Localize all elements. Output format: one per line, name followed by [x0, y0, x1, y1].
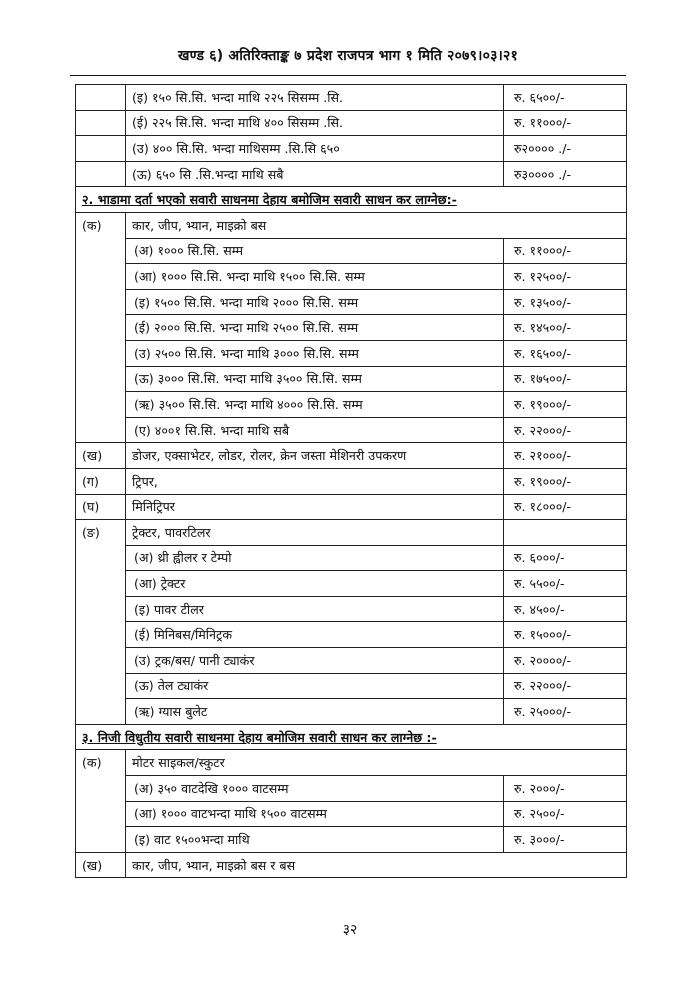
- row-amount: रु. १६५००/-: [504, 340, 627, 366]
- table-row: [76, 776, 627, 802]
- marker-kha: (ख): [76, 443, 126, 469]
- table-row: [76, 520, 627, 546]
- row-label: (ऋ) ग्यास बुलेट: [126, 699, 504, 725]
- row-label: डोजर, एक्साभेटर, लोडर, रोलर, क्रेन जस्ता मेशिनरी उपकरण: [126, 443, 504, 469]
- empty-amount: [504, 520, 627, 546]
- row-amount: रु. ११०००/-: [504, 238, 627, 264]
- page-number: ३२: [342, 922, 358, 938]
- row-amount: रु. ६५००/-: [504, 85, 627, 111]
- row-amount: रु. ५५००/-: [504, 571, 627, 597]
- row-amount: रु. २२०००/-: [504, 673, 627, 699]
- table-row: [76, 289, 627, 315]
- row-label: मिनिट्रिपर: [126, 494, 504, 520]
- row-label: (ई) मिनिबस/मिनिट्रक: [126, 622, 504, 648]
- table-row: [76, 238, 627, 264]
- table-row: [76, 366, 627, 392]
- marker-ka-3: (क): [76, 750, 126, 852]
- table-row: [76, 622, 627, 648]
- row-amount: रु. २५००/-: [504, 801, 627, 827]
- row-label: (अ) थ्री ह्वीलर र टेम्पो: [126, 545, 504, 571]
- marker-cell: [76, 85, 126, 111]
- row-amount: रु. २२०००/-: [504, 417, 627, 443]
- row-amount: रु. १९०००/-: [504, 468, 627, 494]
- table-row: [76, 392, 627, 418]
- marker-ka: (क): [76, 212, 126, 442]
- row-amount: रु. ३०००/-: [504, 827, 627, 853]
- row-amount: रु. १२५००/-: [504, 264, 627, 290]
- row-amount: रु. २०००/-: [504, 776, 627, 802]
- table-row: [76, 85, 627, 111]
- header-rule: [70, 75, 626, 76]
- table-row: [76, 596, 627, 622]
- table-row: [76, 315, 627, 341]
- table-row: [76, 571, 627, 597]
- table-row: [76, 673, 627, 699]
- row-label: (इ) पावर टीलर: [126, 596, 504, 622]
- table-row: [76, 417, 627, 443]
- row-amount: रु३०००० ./-: [504, 161, 627, 187]
- marker-kha-3: (ख): [76, 852, 126, 878]
- section-heading-row: [76, 187, 627, 213]
- row-label: (इ) १५०० सि.सि. भन्दा माथि २००० सि.सि. सम्म: [126, 289, 504, 315]
- page-header: खण्ड ६) अतिरिक्ताङ्क ७ प्रदेश राजपत्र भाग १ मिति २०७९।०३।२१: [177, 48, 519, 64]
- row-label: (ऊ) ६५० सि .सि.भन्दा माथि सबै: [126, 161, 504, 187]
- table-row: [76, 212, 627, 238]
- row-label: (आ) १००० वाटभन्दा माथि १५०० वाटसम्म: [126, 801, 504, 827]
- row-amount: रु. १५०००/-: [504, 622, 627, 648]
- table-row: [76, 750, 627, 776]
- table-row: [76, 699, 627, 725]
- table-row: [76, 801, 627, 827]
- section-2-heading: २. भाडामा दर्ता भएको सवारी साधनमा देहाय बमोजिम सवारी साधन कर लाग्नेछ:-: [76, 187, 627, 213]
- table-row: [76, 545, 627, 571]
- table-row: [76, 468, 627, 494]
- table-row: [76, 161, 627, 187]
- group-title: ट्रेक्टर, पावरटिलर: [126, 520, 504, 546]
- row-label: (उ) ट्रक/बस/ पानी ट्याकंर: [126, 648, 504, 674]
- table-row: [76, 110, 627, 136]
- marker-nga: (ङ): [76, 520, 126, 725]
- marker-ga: (ग): [76, 468, 126, 494]
- row-label: (ई) २००० सि.सि. भन्दा माथि २५०० सि.सि. सम्म: [126, 315, 504, 341]
- row-label: (ई) २२५ सि.सि. भन्दा माथि ४०० सिसम्म .सि.: [126, 110, 504, 136]
- table-row: [76, 852, 627, 878]
- row-amount: रु. १७५००/-: [504, 366, 627, 392]
- row-amount: रु. १३५००/-: [504, 289, 627, 315]
- row-amount: रु. ११०००/-: [504, 110, 627, 136]
- section-heading-row: [76, 724, 627, 750]
- row-label: (अ) १००० सि.सि. सम्म: [126, 238, 504, 264]
- row-amount: रु. १४५००/-: [504, 315, 627, 341]
- row-label: ट्रिपर,: [126, 468, 504, 494]
- group-title: मोटर साइकल/स्कुटर: [126, 750, 627, 776]
- row-amount: रु. ६०००/-: [504, 545, 627, 571]
- row-label: (इ) वाट १५००भन्दा माथि: [126, 827, 504, 853]
- marker-cell: [76, 161, 126, 187]
- row-amount: रु. १९०००/-: [504, 392, 627, 418]
- row-label: (अ) ३५० वाटदेखि १००० वाटसम्म: [126, 776, 504, 802]
- row-label: (इ) १५० सि.सि. भन्दा माथि २२५ सिसम्म .सि.: [126, 85, 504, 111]
- table-row: [76, 648, 627, 674]
- tax-rate-table: [75, 84, 627, 878]
- row-label: (आ) ट्रेक्टर: [126, 571, 504, 597]
- table-row: [76, 340, 627, 366]
- row-amount: रु. ४५००/-: [504, 596, 627, 622]
- marker-cell: [76, 110, 126, 136]
- row-label: (ए) ४००१ सि.सि. भन्दा माथि सबै: [126, 417, 504, 443]
- table-row: [76, 136, 627, 162]
- row-amount: रु. २५०००/-: [504, 699, 627, 725]
- group-title: कार, जीप, भ्यान, माइक्रो बस: [126, 212, 627, 238]
- table-row: [76, 827, 627, 853]
- row-amount: रु. २१०००/-: [504, 443, 627, 469]
- row-label: (उ) २५०० सि.सि. भन्दा माथि ३००० सि.सि. सम्म: [126, 340, 504, 366]
- table-row: [76, 494, 627, 520]
- table-row: [76, 264, 627, 290]
- row-label: (उ) ४०० सि.सि. भन्दा माथिसम्म .सि.सि ६५०: [126, 136, 504, 162]
- row-amount: रु. २००००/-: [504, 648, 627, 674]
- section-3-heading: ३. निजी विधुतीय सवारी साधनमा देहाय बमोजिम सवारी साधन कर लाग्नेछ :-: [76, 724, 627, 750]
- row-label: कार, जीप, भ्यान, माइक्रो बस र बस: [126, 852, 627, 878]
- marker-cell: [76, 136, 126, 162]
- row-label: (आ) १००० सि.सि. भन्दा माथि १५०० सि.सि. सम्म: [126, 264, 504, 290]
- row-amount: रु. १८०००/-: [504, 494, 627, 520]
- table-row: [76, 443, 627, 469]
- row-label: (ऊ) तेल ट्याकंर: [126, 673, 504, 699]
- row-label: (ऊ) ३००० सि.सि. भन्दा माथि ३५०० सि.सि. सम्म: [126, 366, 504, 392]
- row-label: (ऋ) ३५०० सि.सि. भन्दा माथि ४००० सि.सि. सम्म: [126, 392, 504, 418]
- row-amount: रु२०००० ./-: [504, 136, 627, 162]
- marker-gha: (घ): [76, 494, 126, 520]
